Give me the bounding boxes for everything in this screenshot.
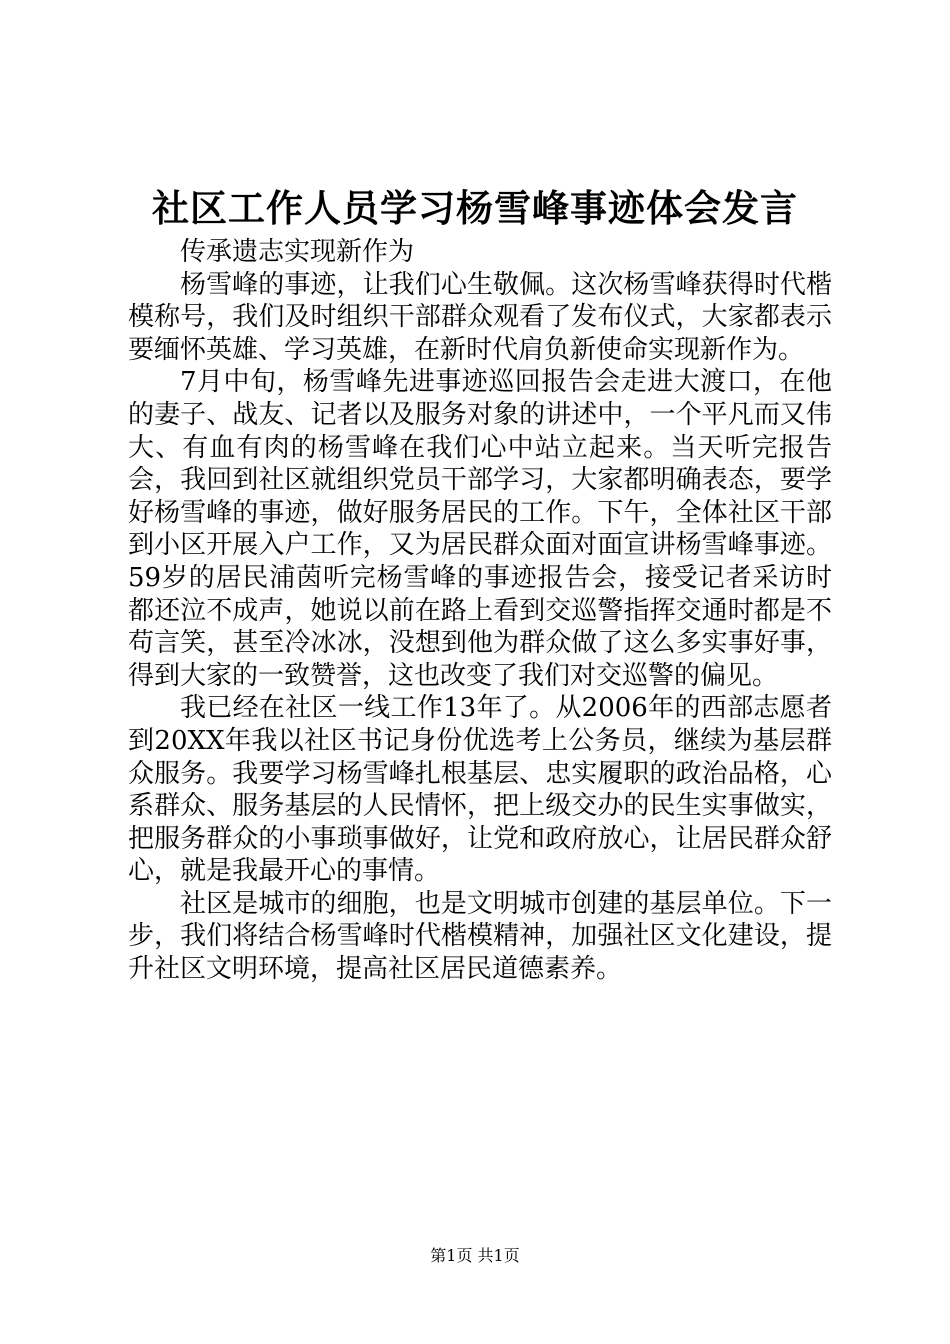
document-body	[128, 236, 832, 986]
body-paragraph: 我已经在社区一线工作13年了。从2006年的西部志愿者到20XX年我以社区书记身份优选考上公务员，继续为基层群众服务。我要学习杨雪峰扎根基层、忠实履职的政治品格，心系群众、服务基层的人民情怀，把上级交办的民生实事做实，把服务群众的小事琐事做好，让党和政府放心，让居民群众舒心，就是我最开心的事情。	[128, 693, 832, 887]
body-paragraph: 7月中旬，杨雪峰先进事迹巡回报告会走进大渡口，在他的妻子、战友、记者以及服务对象的讲述中，一个平凡而又伟大、有血有肉的杨雪峰在我们心中站立起来。当天听完报告会，我回到社区就组织党员干部学习，大家都明确表态，要学好杨雪峰的事迹，做好服务居民的工作。下午，全体社区干部到小区开展入户工作，又为居民群众面对面宣讲杨雪峰事迹。59岁的居民浦茵听完杨雪峰的事迹报告会，接受记者采访时都还泣不成声，她说以前在路上看到交巡警指挥交通时都是不苟言笑，甚至冷冰冰，没想到他为群众做了这么多实事好事，得到大家的一致赞誉，这也改变了我们对交巡警的偏见。	[128, 367, 832, 691]
subtitle-paragraph: 传承遗志实现新作为	[180, 237, 415, 267]
page-title: 社区工作人员学习杨雪峰事迹体会发言	[152, 186, 798, 230]
body-paragraph: 杨雪峰的事迹，让我们心生敬佩。这次杨雪峰获得时代楷模称号，我们及时组织干部群众观看了发布仪式，大家都表示要缅怀英雄、学习英雄，在新时代肩负新使命实现新作为。	[128, 269, 832, 365]
body-paragraph: 社区是城市的细胞，也是文明城市创建的基层单位。下一步，我们将结合杨雪峰时代楷模精神，加强社区文化建设，提升社区文明环境，提高社区居民道德素养。	[128, 888, 832, 985]
page-number: 第1页 共1页	[430, 1246, 520, 1265]
